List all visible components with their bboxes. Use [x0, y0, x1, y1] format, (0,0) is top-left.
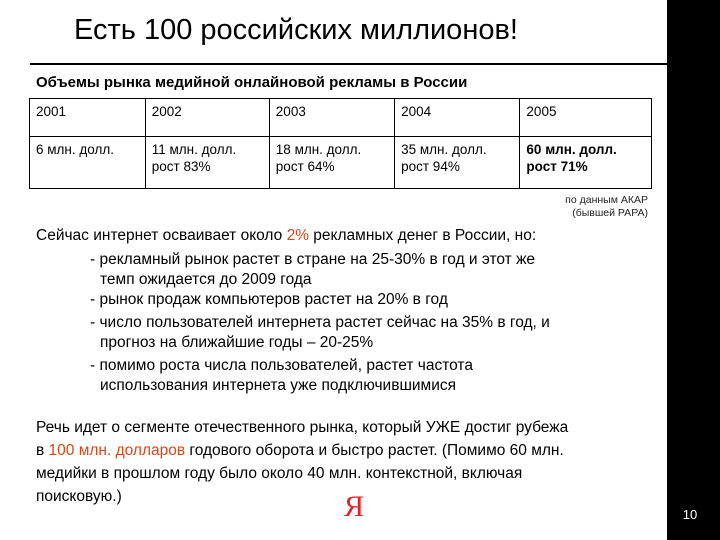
- closing-line: медийки в прошлом году было около 40 млн. контекстной, включая: [36, 465, 523, 482]
- title-underline: [30, 63, 667, 65]
- value-cell: [395, 137, 520, 189]
- intro-after: рекламных денег в России, но:: [309, 227, 537, 244]
- bullet-line: - помимо роста числа пользователей, растет частота: [90, 357, 473, 374]
- year-cell: 2003: [269, 99, 394, 137]
- bullet-line: - число пользователей интернета растет сейчас на 35% в год, и: [90, 314, 550, 331]
- amount-text: 6 млн. долл.: [36, 142, 114, 157]
- right-side-bar: [667, 0, 720, 540]
- closing-line: Речь идет о сегменте отечественного рынка, который УЖЕ достиг рубежа: [36, 419, 569, 436]
- market-volume-table: [29, 98, 652, 189]
- table-row: [30, 137, 652, 189]
- growth-text: рост 64%: [275, 159, 335, 174]
- value-cell: [145, 137, 269, 189]
- bullet-line: прогноз на ближайшие годы – 20-25%: [100, 334, 374, 351]
- year-cell: 2001: [30, 99, 146, 137]
- growth-text: рост 83%: [151, 159, 211, 174]
- value-cell: [269, 137, 394, 189]
- year-cell: 2004: [395, 99, 520, 137]
- source-note: [520, 194, 648, 220]
- yandex-logo: Я: [344, 490, 365, 523]
- closing-middle: годового оборота и быстро растет. (Помимо 60 млн.: [185, 442, 564, 459]
- page-number: 10: [682, 507, 698, 522]
- value-cell: [30, 137, 146, 189]
- table-row: [30, 99, 652, 137]
- source-line: (бывшей РАРА): [572, 207, 648, 219]
- amount-text: 35 млн. долл.: [401, 142, 487, 157]
- growth-text: рост 71%: [526, 159, 588, 174]
- closing-line: [36, 441, 564, 460]
- amount-text: 18 млн. долл.: [275, 142, 362, 157]
- year-cell: 2005: [520, 99, 652, 137]
- value-cell: [520, 137, 652, 189]
- bullet-line: - рекламный рынок растет в стране на 25-30% в год и этот же: [90, 251, 536, 268]
- amount-text: 60 млн. долл.: [526, 142, 617, 157]
- bullet-line: использования интернета уже подключившимися: [100, 377, 456, 394]
- intro-text: [36, 226, 536, 245]
- growth-text: рост 94%: [401, 159, 460, 174]
- amount-text: 11 млн. долл.: [151, 142, 237, 157]
- bullet-line: темп ожидается до 2009 года: [100, 271, 312, 288]
- year-cell: 2002: [145, 99, 269, 137]
- intro-before: Сейчас интернет осваивает около: [36, 227, 287, 244]
- closing-line: поисковую.): [36, 488, 122, 505]
- intro-highlight: 2%: [286, 227, 309, 244]
- slide-title: Есть 100 российских миллионов!: [74, 14, 518, 46]
- closing-before: в: [36, 442, 49, 459]
- bullet-line: - рынок продаж компьютеров растет на 20% в год: [90, 291, 448, 308]
- table-title: Объемы рынка медийной онлайновой рекламы в России: [36, 74, 468, 91]
- source-line: по данным АКАР: [565, 194, 648, 206]
- closing-highlight: 100 млн. долларов: [48, 442, 186, 459]
